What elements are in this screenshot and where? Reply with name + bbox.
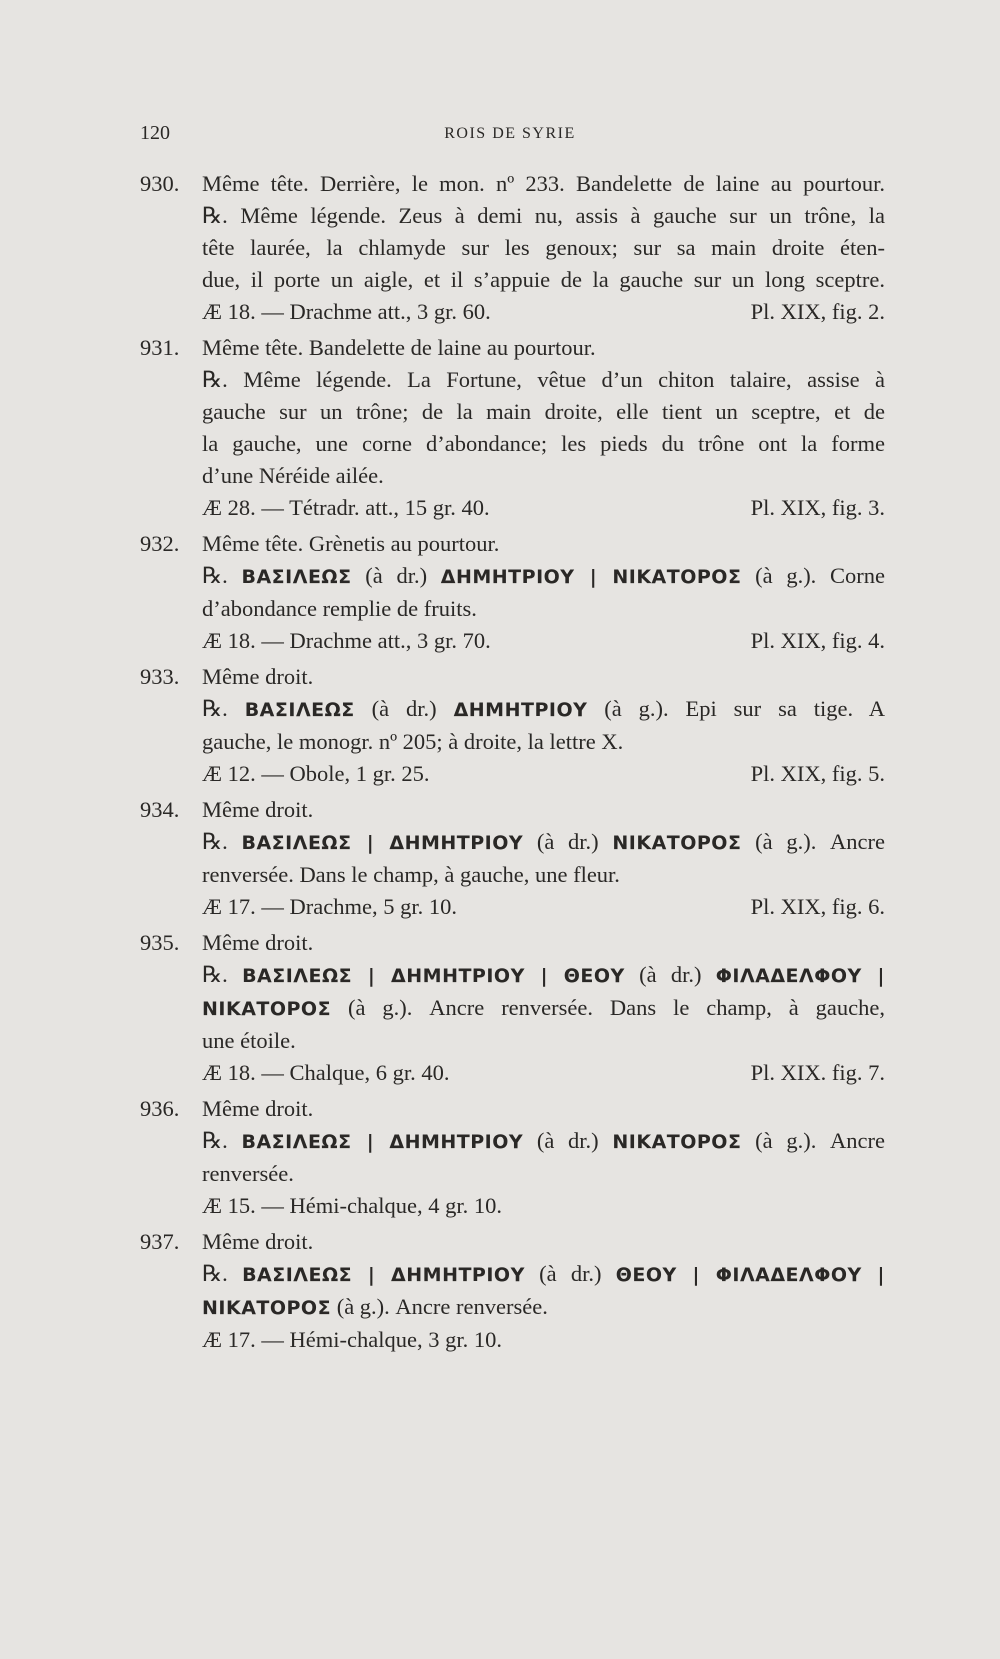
entry-obverse-line bbox=[140, 1226, 885, 1258]
entry-obverse-text: Même tête. Grènetis au pourtour. bbox=[202, 531, 500, 556]
entry-measure: Æ 17. — Drachme, 5 gr. 10. bbox=[202, 894, 457, 919]
entry-obverse-text: Même droit. bbox=[202, 930, 314, 955]
entry-number: 933. bbox=[140, 664, 180, 689]
catalog-entry-934 bbox=[140, 794, 885, 923]
catalog-entry-933 bbox=[140, 661, 885, 790]
running-title: ROIS DE SYRIE bbox=[444, 125, 576, 142]
greek-legend: ΔΗΜΗΤΡΙΟΥ | ΝΙΚΑΤΟΡΟΣ bbox=[440, 566, 742, 588]
greek-legend: ΒΑΣΙΛΕΩΣ | ΔΗΜΗΤΡΙΟΥ | ΘΕΟΥ bbox=[242, 965, 625, 987]
entry-reverse-line: gauche, le monogr. nº 205; à droite, la lettre Χ. bbox=[202, 729, 624, 754]
greek-legend: ΝΙΚΑΤΟΡΟΣ bbox=[202, 1297, 332, 1319]
greek-legend: ΔΗΜΗΤΡΙΟΥ bbox=[453, 699, 588, 721]
page-number: 120 bbox=[140, 122, 170, 144]
greek-legend: ΒΑΣΙΛΕΩΣ | ΔΗΜΗΤΡΙΟΥ bbox=[241, 832, 524, 854]
greek-legend: ΦΙΛΑΔΕΛΦΟΥ | bbox=[715, 965, 885, 987]
entry-measure: Æ 18. — Drachme att., 3 gr. 60. bbox=[202, 299, 491, 324]
entry-number: 932. bbox=[140, 531, 180, 556]
entry-reverse-line bbox=[140, 693, 885, 726]
greek-legend: ΝΙΚΑΤΟΡΟΣ bbox=[202, 998, 332, 1020]
entry-number: 931. bbox=[140, 335, 180, 360]
legend-position: (à dr.) bbox=[354, 696, 454, 721]
entry-measure: Æ 18. — Drachme att., 3 gr. 70. bbox=[202, 628, 491, 653]
entry-obverse-text: Même droit. bbox=[202, 664, 314, 689]
plate-reference: Pl. XIX, fig. 5. bbox=[750, 761, 885, 786]
entry-reverse-line: tête laurée, la chlamyde sur les genoux; sur sa main droite éten- bbox=[202, 235, 885, 260]
entry-measure-line bbox=[140, 492, 885, 524]
greek-legend: ΘΕΟΥ | ΦΙΛΑΔΕΛΦΟΥ | bbox=[615, 1264, 885, 1286]
greek-legend: ΝΙΚΑΤΟΡΟΣ bbox=[612, 832, 742, 854]
entry-obverse-text: Même tête. Derrière, le mon. nº 233. Bandelette de laine au pourtour. bbox=[202, 171, 885, 196]
reverse-description: (à g.). Ancre bbox=[741, 1128, 885, 1153]
entry-measure-line bbox=[140, 1324, 885, 1356]
greek-legend: ΝΙΚΑΤΟΡΟΣ bbox=[612, 1131, 742, 1153]
entry-reverse-line bbox=[140, 826, 885, 859]
reverse-description: (à g.). Ancre renversée. Dans le champ, à gauche, bbox=[331, 995, 885, 1020]
entry-reverse-line: renversée. Dans le champ, à gauche, une fleur. bbox=[202, 862, 620, 887]
entry-measure: Æ 28. — Tétradr. att., 15 gr. 40. bbox=[202, 495, 490, 520]
entry-reverse-line: gauche sur un trône; de la main droite, elle tient un sceptre, et de bbox=[202, 399, 885, 424]
reverse-description: (à g.). Ancre renversée. bbox=[331, 1294, 548, 1319]
reverse-prefix: ℞. bbox=[202, 1128, 242, 1153]
entry-measure: Æ 15. — Hémi-chalque, 4 gr. 10. bbox=[202, 1193, 502, 1218]
reverse-description: (à g.). Corne bbox=[741, 563, 885, 588]
entry-measure-line bbox=[140, 296, 885, 328]
plate-reference: Pl. XIX, fig. 3. bbox=[750, 495, 885, 520]
entry-reverse-line: ℞. Même légende. Zeus à demi nu, assis à gauche sur un trône, la bbox=[202, 203, 885, 228]
plate-reference: Pl. XIX, fig. 6. bbox=[750, 894, 885, 919]
greek-legend: ΒΑΣΙΛΕΩΣ bbox=[244, 699, 355, 721]
entry-measure-line bbox=[140, 1057, 885, 1089]
catalog-entry-931 bbox=[140, 332, 885, 524]
entry-reverse-line bbox=[140, 560, 885, 593]
entry-reverse-line: d’une Néréide ailée. bbox=[202, 463, 384, 488]
greek-legend: ΒΑΣΙΛΕΩΣ | ΔΗΜΗΤΡΙΟΥ bbox=[241, 1131, 524, 1153]
entry-reverse-line bbox=[140, 992, 885, 1025]
entry-obverse-line bbox=[140, 1093, 885, 1125]
entry-obverse-line bbox=[140, 661, 885, 693]
entry-reverse-line: la gauche, une corne d’abondance; les pieds du trône ont la forme bbox=[202, 431, 885, 456]
catalog-entry-937 bbox=[140, 1226, 885, 1356]
entry-reverse-line: due, il porte un aigle, et il s’appuie de la gauche sur un long sceptre. bbox=[202, 267, 885, 292]
entry-reverse-line: d’abondance remplie de fruits. bbox=[202, 596, 477, 621]
entry-number: 935. bbox=[140, 930, 180, 955]
reverse-prefix: ℞. bbox=[202, 1261, 243, 1286]
entry-reverse-line: ℞. Même légende. La Fortune, vêtue d’un chiton talaire, assise à bbox=[202, 367, 885, 392]
legend-position: (à dr.) bbox=[523, 829, 613, 854]
plate-reference: Pl. XIX. fig. 7. bbox=[750, 1060, 885, 1085]
entry-obverse-line bbox=[140, 927, 885, 959]
entry-obverse-text: Même droit. bbox=[202, 1096, 314, 1121]
entry-reverse-line bbox=[140, 1258, 885, 1291]
entry-obverse-text: Même droit. bbox=[202, 1229, 314, 1254]
page-header bbox=[140, 122, 880, 150]
entry-reverse-line: renversée. bbox=[202, 1161, 294, 1186]
greek-legend: ΒΑΣΙΛΕΩΣ | ΔΗΜΗΤΡΙΟΥ bbox=[242, 1264, 525, 1286]
legend-position: (à dr.) bbox=[624, 962, 716, 987]
entry-obverse-text: Même droit. bbox=[202, 797, 314, 822]
entry-measure: Æ 17. — Hémi-chalque, 3 gr. 10. bbox=[202, 1327, 502, 1352]
catalog-entry-932 bbox=[140, 528, 885, 657]
legend-position: (à dr.) bbox=[523, 1128, 613, 1153]
plate-reference: Pl. XIX, fig. 2. bbox=[750, 299, 885, 324]
reverse-description: (à g.). Ancre bbox=[741, 829, 885, 854]
reverse-description: (à g.). Epi sur sa tige. A bbox=[587, 696, 885, 721]
entry-measure-line bbox=[140, 891, 885, 923]
catalog-entry-936 bbox=[140, 1093, 885, 1222]
greek-legend: ΒΑΣΙΛΕΩΣ bbox=[241, 566, 352, 588]
entry-obverse-text: Même tête. Bandelette de laine au pourtour. bbox=[202, 335, 596, 360]
entry-obverse-line bbox=[140, 332, 885, 364]
entry-number: 930. bbox=[140, 171, 180, 196]
entry-number: 934. bbox=[140, 797, 180, 822]
entry-reverse-line bbox=[140, 1291, 885, 1324]
plate-reference: Pl. XIX, fig. 4. bbox=[750, 628, 885, 653]
legend-position: (à dr.) bbox=[351, 563, 441, 588]
reverse-prefix: ℞. bbox=[202, 962, 243, 987]
entry-measure-line bbox=[140, 758, 885, 790]
entry-reverse-line: une étoile. bbox=[202, 1028, 296, 1053]
entry-measure-line bbox=[140, 1190, 885, 1222]
catalog-entry-935 bbox=[140, 927, 885, 1089]
catalog-entries bbox=[140, 168, 885, 1360]
entry-number: 936. bbox=[140, 1096, 180, 1121]
reverse-prefix: ℞. bbox=[202, 829, 242, 854]
entry-reverse-line bbox=[140, 959, 885, 992]
reverse-prefix: ℞. bbox=[202, 696, 245, 721]
reverse-prefix: ℞. bbox=[202, 563, 242, 588]
entry-measure: Æ 12. — Obole, 1 gr. 25. bbox=[202, 761, 430, 786]
entry-obverse-line bbox=[140, 528, 885, 560]
entry-measure-line bbox=[140, 625, 885, 657]
entry-number: 937. bbox=[140, 1229, 180, 1254]
legend-position: (à dr.) bbox=[524, 1261, 616, 1286]
entry-reverse-line bbox=[140, 1125, 885, 1158]
catalog-entry-930 bbox=[140, 168, 885, 328]
entry-measure: Æ 18. — Chalque, 6 gr. 40. bbox=[202, 1060, 450, 1085]
entry-obverse-line bbox=[140, 794, 885, 826]
entry-obverse-line bbox=[140, 168, 885, 200]
